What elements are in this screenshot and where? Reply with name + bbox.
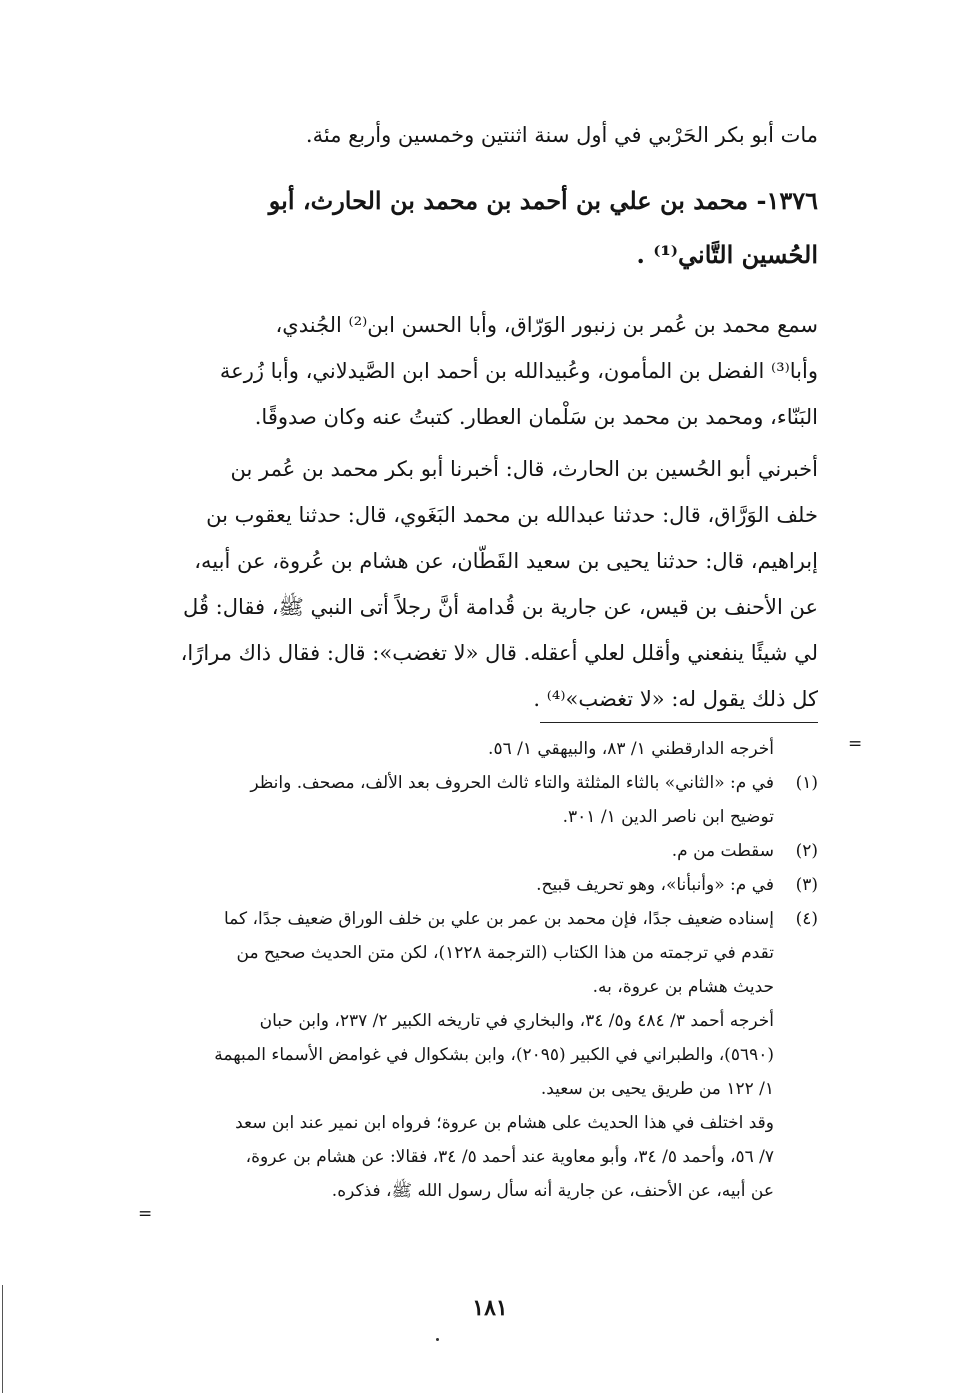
heading-line-1: ١٣٧٦- محمد بن علي بن أحمد بن محمد بن الحارث، أبو bbox=[268, 186, 818, 215]
paragraph-line: عن الأحنف بن قيس، عن جارية بن قُدامة أنَّ رجلاً أتى النبي ﷺ، فقال: قُل bbox=[183, 595, 818, 619]
page-number: ١٨١ bbox=[472, 1295, 508, 1321]
scan-speck bbox=[436, 1338, 439, 1341]
footnote-text: ١/ ١٢٢ من طريق يحيى بن سعيد. bbox=[540, 1079, 774, 1099]
continuation-mark: = bbox=[848, 734, 863, 754]
paragraph-line: إبراهيم، قال: حدثنا يحيى بن سعيد القَطّان، عن هشام بن عُروة، عن أبيه، bbox=[194, 549, 818, 573]
footnote-number: (٤) bbox=[795, 909, 818, 929]
footnote-2 bbox=[140, 834, 818, 868]
footnote-text: ٧/ ٥٦، وأحمد ٥/ ٣٤، وأبو معاوية عند أحمد ٥/ ٣٤، فقالا: عن هشام بن عروة، bbox=[245, 1147, 774, 1167]
footnote-text: وقد اختلف في هذا الحديث على هشام بن عروة؛ فرواه ابن نمير عند ابن سعد bbox=[235, 1113, 774, 1133]
paragraph-hadith bbox=[140, 446, 818, 722]
entry-heading bbox=[140, 174, 818, 282]
footnote-4 bbox=[140, 902, 818, 1004]
paragraph-line: البَنّاء، ومحمد بن محمد بن سَلْمان العطار. كتبتُ عنه وكان صدوقًا. bbox=[254, 405, 818, 429]
footnote-extra-1 bbox=[140, 1004, 818, 1106]
paragraph-line: وأبا⁽³⁾ الفضل بن المأمون، وعُبيدالله بن أحمد ابن الصَّيدلاني، وأبا زُرعة bbox=[219, 359, 818, 383]
heading-line-2: الحُسين التَّاني⁽¹⁾ . bbox=[636, 240, 818, 269]
footnote-text: (٥٦٩٠)، والطبراني في الكبير (٢٠٩٥)، وابن بشكوال في غوامض الأسماء المبهمة bbox=[214, 1045, 774, 1065]
paragraph-line: كل ذلك يقول له: «لا تغضب»⁽⁴⁾ . bbox=[533, 687, 818, 711]
paragraph-line: لي شيئًا ينفعني وأقلل لعلي أعقله. قال «لا تغضب»: قال: فقال ذاك مرارًا، bbox=[180, 641, 818, 665]
footnote-text: أخرجه أحمد ٣/ ٤٨٤ و٥/ ٣٤، والبخاري في تاريخه الكبير ٢/ ٢٣٧، وابن حبان bbox=[259, 1011, 774, 1031]
footnote-text: إسناده ضعيف جدًا، فإن محمد بن عمر بن علي بن خلف الوراق ضعيف جدًا، كما bbox=[224, 909, 774, 929]
paragraph-line: أخبرني أبو الحُسين بن الحارث، قال: أخبرنا أبو بكر محمد بن عُمر بن bbox=[230, 457, 818, 481]
footnote-number: (٣) bbox=[795, 875, 818, 895]
scan-edge-line bbox=[2, 1285, 3, 1393]
footnote-text: سقطت من م. bbox=[671, 841, 774, 861]
footnote-3 bbox=[140, 868, 818, 902]
footnote-text: حديث هشام بن عروة، به. bbox=[592, 977, 774, 997]
footnote-text: عن أبيه، عن الأحنف، عن جارية أنه سأل رسول الله ﷺ، فذكره. bbox=[331, 1181, 774, 1201]
paragraph-line: خلف الوَرَّاق، قال: حدثنا عبدالله بن محمد البَغَوي، قال: حدثنا يعقوب بن bbox=[206, 503, 818, 527]
footnote-number: (١) bbox=[795, 773, 818, 793]
footnote-extra-2 bbox=[140, 1106, 818, 1208]
footnote-text: تقدم في ترجمته من هذا الكتاب (الترجمة ١٢٢٨)، لكن متن الحديث صحيح من bbox=[236, 943, 774, 963]
intro-text bbox=[140, 112, 818, 158]
footnote-1 bbox=[140, 766, 818, 834]
footnote-number: (٢) bbox=[795, 841, 818, 861]
paragraph-line: سمع محمد بن عُمر بن زنبور الوَرّاق، وأبا الحسن ابن⁽²⁾ الجُندي، bbox=[275, 313, 818, 337]
end-continuation-mark: = bbox=[138, 1204, 153, 1224]
intro-line: مات أبو بكر الحَرْبي في أول سنة اثنتين وخمسين وأربع مئة. bbox=[305, 123, 818, 147]
footnote-separator bbox=[540, 722, 818, 723]
footnote-continuation-line: أخرجه الدارقطني ١/ ٨٣، والبيهقي ١/ ٥٦. bbox=[488, 739, 774, 759]
footnotes bbox=[140, 732, 818, 1208]
footnote-text: في م: «الثاني» بالثاء المثلثة والتاء ثالث الحروف بعد الألف، مصحف. وانظر bbox=[250, 773, 774, 793]
footnote-text: في م: «وأنبأنا»، وهو تحريف قبيح. bbox=[536, 875, 774, 895]
paragraph-teachers bbox=[140, 302, 818, 440]
footnote-text: توضيح ابن ناصر الدين ١/ ٣٠١. bbox=[562, 807, 774, 827]
